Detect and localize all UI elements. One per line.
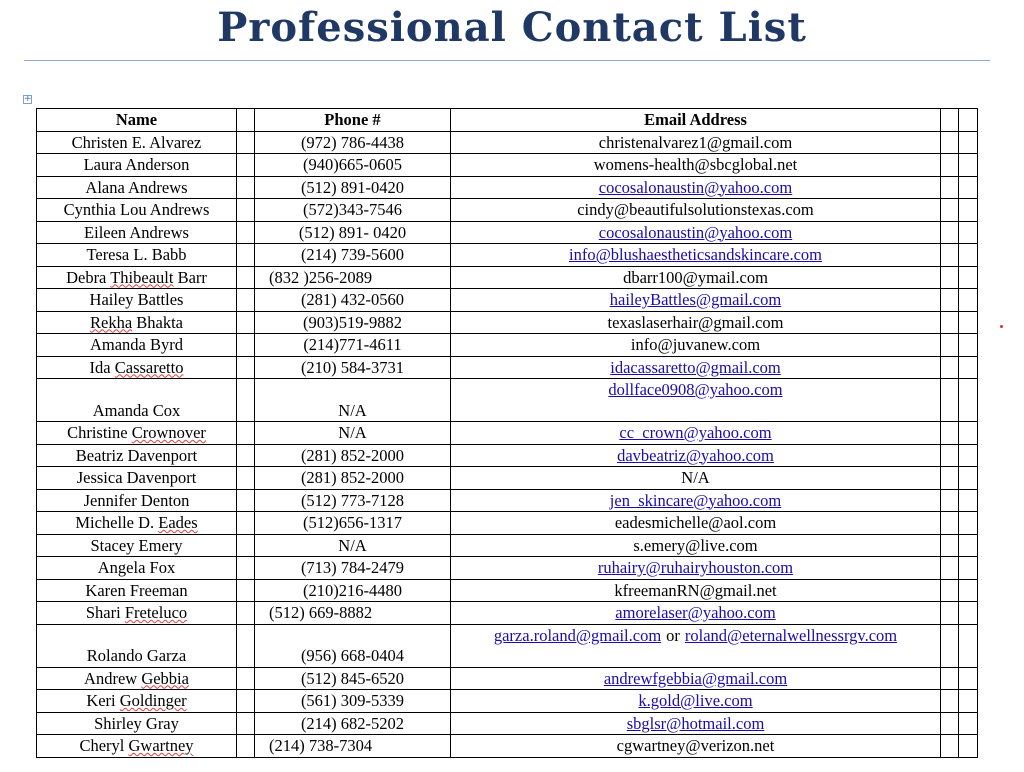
spacer-cell bbox=[237, 444, 255, 467]
email-text: christenalvarez1@gmail.com bbox=[598, 132, 793, 152]
contact-email[interactable] bbox=[451, 444, 941, 467]
extra-cell bbox=[941, 154, 959, 177]
extra-cell bbox=[941, 444, 959, 467]
email-text: eadesmichelle@aol.com bbox=[614, 513, 777, 532]
email-link[interactable]: andrewfgebbia@gmail.com bbox=[603, 668, 788, 688]
table-row bbox=[37, 154, 978, 177]
spacer-cell bbox=[237, 690, 255, 713]
email-text: N/A bbox=[681, 468, 710, 487]
spacer-cell bbox=[237, 667, 255, 690]
contact-email[interactable] bbox=[451, 244, 941, 267]
spacer-cell bbox=[237, 154, 255, 177]
spellcheck-word: Eades bbox=[158, 513, 198, 532]
contact-email[interactable] bbox=[451, 557, 941, 580]
extra-cell bbox=[959, 579, 978, 602]
email-link[interactable]: dollface0908@yahoo.com bbox=[608, 380, 783, 399]
spacer-cell bbox=[237, 221, 255, 244]
email-link[interactable]: ruhairy@ruhairyhouston.com bbox=[597, 558, 794, 577]
contact-name: Teresa L. Babb bbox=[37, 244, 237, 267]
contact-phone: (512)656-1317 bbox=[255, 512, 451, 535]
contact-name: Christine Crownover bbox=[37, 422, 237, 445]
contact-name: Karen Freeman bbox=[37, 579, 237, 602]
table-row bbox=[37, 602, 978, 625]
spacer-cell bbox=[237, 557, 255, 580]
contact-name: Cynthia Lou Andrews bbox=[37, 199, 237, 222]
contact-name: Beatriz Davenport bbox=[37, 444, 237, 467]
extra-cell bbox=[941, 176, 959, 199]
contact-name: Jennifer Denton bbox=[37, 489, 237, 512]
contact-email[interactable] bbox=[451, 489, 941, 512]
header-extra-2 bbox=[959, 109, 978, 132]
extra-cell bbox=[959, 624, 978, 667]
extra-cell bbox=[959, 334, 978, 357]
email-link[interactable]: cocosalonaustin@yahoo.com bbox=[598, 177, 793, 197]
extra-cell bbox=[959, 244, 978, 267]
contact-name: Christen E. Alvarez bbox=[37, 131, 237, 154]
extra-cell bbox=[959, 534, 978, 557]
spellcheck-word: Cassaretto bbox=[114, 357, 184, 377]
email-text: info@juvanew.com bbox=[630, 335, 761, 354]
contact-email bbox=[451, 579, 941, 602]
spellcheck-word: Freteluco bbox=[124, 603, 188, 622]
contact-name: Jessica Davenport bbox=[37, 467, 237, 490]
spacer-cell bbox=[237, 199, 255, 222]
contact-name: Stacey Emery bbox=[37, 534, 237, 557]
table-row bbox=[37, 356, 978, 379]
spacer-cell bbox=[237, 379, 255, 422]
email-link[interactable]: davbeatriz@yahoo.com bbox=[617, 445, 774, 465]
extra-cell bbox=[941, 244, 959, 267]
spacer-cell bbox=[237, 289, 255, 312]
contact-phone: (210) 584-3731 bbox=[255, 356, 451, 379]
email-link[interactable]: sbglsr@hotmail.com bbox=[626, 713, 765, 733]
contact-phone: (512) 669-8882 bbox=[255, 602, 451, 625]
email-link[interactable]: jen_skincare@yahoo.com bbox=[609, 490, 782, 510]
contact-email[interactable] bbox=[451, 624, 941, 667]
extra-cell bbox=[959, 311, 978, 334]
extra-cell bbox=[941, 690, 959, 713]
contact-phone: (512) 845-6520 bbox=[255, 667, 451, 690]
spacer-cell bbox=[237, 422, 255, 445]
contact-phone: (512) 891- 0420 bbox=[255, 221, 451, 244]
contact-email[interactable] bbox=[451, 712, 941, 735]
extra-cell bbox=[941, 422, 959, 445]
table-row bbox=[37, 690, 978, 713]
contact-name: Amanda Cox bbox=[37, 379, 237, 422]
email-text: womens-health@sbcglobal.net bbox=[593, 155, 798, 174]
spacer-cell bbox=[237, 602, 255, 625]
extra-cell bbox=[959, 221, 978, 244]
extra-cell bbox=[941, 602, 959, 625]
contact-email bbox=[451, 266, 941, 289]
contact-phone: (512) 773-7128 bbox=[255, 489, 451, 512]
table-row bbox=[37, 712, 978, 735]
extra-cell bbox=[959, 379, 978, 422]
spacer-cell bbox=[237, 624, 255, 667]
contact-phone: N/A bbox=[255, 422, 451, 445]
contact-phone: (512) 891-0420 bbox=[255, 176, 451, 199]
contact-phone: (940)665-0605 bbox=[255, 154, 451, 177]
contact-phone: (572)343-7546 bbox=[255, 199, 451, 222]
spacer-cell bbox=[237, 579, 255, 602]
contact-name: Ida Cassaretto bbox=[37, 356, 237, 379]
spacer-cell bbox=[237, 244, 255, 267]
table-row bbox=[37, 667, 978, 690]
extra-cell bbox=[959, 557, 978, 580]
table-row bbox=[37, 311, 978, 334]
contact-name: Cheryl Gwartney bbox=[37, 735, 237, 758]
spacer-cell bbox=[237, 489, 255, 512]
table-row bbox=[37, 289, 978, 312]
contact-email[interactable] bbox=[451, 602, 941, 625]
extra-cell bbox=[959, 154, 978, 177]
contact-phone: (214) 739-5600 bbox=[255, 244, 451, 267]
extra-cell bbox=[941, 334, 959, 357]
table-header-row bbox=[37, 109, 978, 132]
email-joiner: or bbox=[666, 625, 680, 645]
extra-cell bbox=[941, 735, 959, 758]
extra-cell bbox=[941, 712, 959, 735]
email-link[interactable]: cocosalonaustin@yahoo.com bbox=[598, 222, 793, 242]
email-link[interactable]: amorelaser@yahoo.com bbox=[615, 603, 776, 622]
header-email: Email Address bbox=[451, 109, 941, 132]
table-row bbox=[37, 199, 978, 222]
contact-name: Alana Andrews bbox=[37, 176, 237, 199]
extra-cell bbox=[941, 624, 959, 667]
extra-cell bbox=[959, 467, 978, 490]
spacer-cell bbox=[237, 311, 255, 334]
contact-phone: (281) 432-0560 bbox=[255, 289, 451, 312]
email-text: cindy@beautifulsolutionstexas.com bbox=[577, 200, 814, 219]
contact-email[interactable] bbox=[451, 176, 941, 199]
spacer-cell bbox=[237, 176, 255, 199]
extra-cell bbox=[959, 422, 978, 445]
contact-table bbox=[36, 108, 978, 758]
contact-email bbox=[451, 534, 941, 557]
extra-cell bbox=[959, 489, 978, 512]
contact-email[interactable] bbox=[451, 289, 941, 312]
table-row bbox=[37, 489, 978, 512]
extra-cell bbox=[941, 557, 959, 580]
table-row bbox=[37, 266, 978, 289]
extra-cell bbox=[941, 311, 959, 334]
contact-name: Rolando Garza bbox=[37, 624, 237, 667]
header-phone: Phone # bbox=[255, 109, 451, 132]
contact-phone: (214) 738-7304 bbox=[255, 735, 451, 758]
extra-cell bbox=[941, 667, 959, 690]
contact-email bbox=[451, 131, 941, 154]
email-link[interactable]: info@blushaestheticsandskincare.com bbox=[569, 245, 822, 264]
extra-cell bbox=[959, 356, 978, 379]
contact-email[interactable] bbox=[451, 356, 941, 379]
contact-email[interactable] bbox=[451, 690, 941, 713]
contact-name: Eileen Andrews bbox=[37, 221, 237, 244]
extra-cell bbox=[959, 667, 978, 690]
spacer-cell bbox=[237, 735, 255, 758]
contact-email bbox=[451, 467, 941, 490]
extra-cell bbox=[959, 444, 978, 467]
table-row bbox=[37, 444, 978, 467]
extra-cell bbox=[941, 221, 959, 244]
contact-phone: (832 )256-2089 bbox=[255, 266, 451, 289]
contact-name: Laura Anderson bbox=[37, 154, 237, 177]
email-text: texaslaserhair@gmail.com bbox=[607, 312, 784, 332]
extra-cell bbox=[959, 199, 978, 222]
extra-cell bbox=[941, 379, 959, 422]
page-title: Professional Contact List bbox=[217, 4, 807, 51]
contact-phone: (214)771-4611 bbox=[255, 334, 451, 357]
table-row bbox=[37, 512, 978, 535]
extra-cell bbox=[959, 176, 978, 199]
email-text: cgwartney@verizon.net bbox=[616, 736, 775, 755]
table-row bbox=[37, 221, 978, 244]
email-text: s.emery@live.com bbox=[633, 535, 758, 555]
spellcheck-word: Crownover bbox=[131, 423, 206, 442]
table-row bbox=[37, 557, 978, 580]
contact-phone: (972) 786-4438 bbox=[255, 131, 451, 154]
contact-email[interactable] bbox=[451, 221, 941, 244]
table-row bbox=[37, 579, 978, 602]
table-row bbox=[37, 422, 978, 445]
contact-phone: N/A bbox=[255, 534, 451, 557]
contact-name: Michelle D. Eades bbox=[37, 512, 237, 535]
email-link[interactable]: cc_crown@yahoo.com bbox=[619, 423, 772, 442]
email-link[interactable]: haileyBattles@gmail.com bbox=[609, 290, 782, 309]
contact-email bbox=[451, 334, 941, 357]
extra-cell bbox=[959, 512, 978, 535]
spacer-cell bbox=[237, 534, 255, 557]
header-name: Name bbox=[37, 109, 237, 132]
spellcheck-word: Rekha bbox=[89, 312, 133, 332]
extra-cell bbox=[941, 512, 959, 535]
spellcheck-word: Gwartney bbox=[128, 736, 194, 755]
contact-email bbox=[451, 735, 941, 758]
extra-cell bbox=[959, 735, 978, 758]
header-extra-1 bbox=[941, 109, 959, 132]
spellcheck-word: Gebbia bbox=[141, 668, 189, 688]
extra-cell bbox=[941, 534, 959, 557]
spacer-cell bbox=[237, 266, 255, 289]
header-spacer bbox=[237, 109, 255, 132]
spacer-cell bbox=[237, 334, 255, 357]
extra-cell bbox=[941, 131, 959, 154]
extra-cell bbox=[959, 712, 978, 735]
extra-cell bbox=[941, 199, 959, 222]
extra-cell bbox=[941, 579, 959, 602]
margin-mark bbox=[1000, 325, 1003, 328]
extra-cell bbox=[941, 266, 959, 289]
table-row bbox=[37, 334, 978, 357]
table-row bbox=[37, 176, 978, 199]
email-link[interactable]: idacassaretto@gmail.com bbox=[610, 357, 781, 377]
spacer-cell bbox=[237, 131, 255, 154]
contact-phone: (561) 309-5339 bbox=[255, 690, 451, 713]
contact-name: Keri Goldinger bbox=[37, 690, 237, 713]
table-row bbox=[37, 534, 978, 557]
contact-phone: (903)519-9882 bbox=[255, 311, 451, 334]
spellcheck-word: Thibeault bbox=[110, 267, 174, 287]
contact-phone: (713) 784-2479 bbox=[255, 557, 451, 580]
spacer-cell bbox=[237, 356, 255, 379]
table-row bbox=[37, 467, 978, 490]
extra-cell bbox=[941, 467, 959, 490]
contact-email bbox=[451, 311, 941, 334]
extra-cell bbox=[959, 602, 978, 625]
contact-phone: (214) 682-5202 bbox=[255, 712, 451, 735]
contact-name: Debra Thibeault Barr bbox=[37, 266, 237, 289]
email-link[interactable]: k.gold@live.com bbox=[638, 691, 753, 710]
contact-phone: (210)216-4480 bbox=[255, 579, 451, 602]
extra-cell bbox=[941, 489, 959, 512]
table-row bbox=[37, 735, 978, 758]
table-row bbox=[37, 131, 978, 154]
email-link[interactable]: roland@eternalwellnessrgv.com bbox=[684, 625, 898, 645]
contact-name: Andrew Gebbia bbox=[37, 667, 237, 690]
contact-name: Hailey Battles bbox=[37, 289, 237, 312]
contact-email bbox=[451, 199, 941, 222]
extra-cell bbox=[959, 289, 978, 312]
extra-cell bbox=[959, 690, 978, 713]
email-text: dbarr100@ymail.com bbox=[623, 267, 768, 287]
contact-email bbox=[451, 512, 941, 535]
extra-cell bbox=[959, 266, 978, 289]
email-text: kfreemanRN@gmail.net bbox=[614, 580, 777, 600]
spellcheck-word: Goldinger bbox=[119, 691, 187, 710]
spacer-cell bbox=[237, 512, 255, 535]
contact-phone: N/A bbox=[255, 379, 451, 422]
spacer-cell bbox=[237, 467, 255, 490]
contact-phone: (956) 668-0404 bbox=[255, 624, 451, 667]
table-row bbox=[37, 244, 978, 267]
contact-name: Rekha Bhakta bbox=[37, 311, 237, 334]
table-row bbox=[37, 624, 978, 667]
contact-email[interactable] bbox=[451, 667, 941, 690]
contact-name: Amanda Byrd bbox=[37, 334, 237, 357]
contact-phone: (281) 852-2000 bbox=[255, 444, 451, 467]
contact-email[interactable] bbox=[451, 379, 941, 422]
email-link[interactable]: garza.roland@gmail.com bbox=[493, 625, 662, 645]
table-move-handle-icon[interactable]: + bbox=[24, 94, 32, 104]
extra-cell bbox=[941, 356, 959, 379]
contact-phone: (281) 852-2000 bbox=[255, 467, 451, 490]
contact-email bbox=[451, 154, 941, 177]
contact-name: Shirley Gray bbox=[37, 712, 237, 735]
table-row bbox=[37, 379, 978, 422]
title-divider bbox=[24, 60, 990, 61]
contact-name: Shari Freteluco bbox=[37, 602, 237, 625]
extra-cell bbox=[959, 131, 978, 154]
contact-name: Angela Fox bbox=[37, 557, 237, 580]
contact-email[interactable] bbox=[451, 422, 941, 445]
extra-cell bbox=[941, 289, 959, 312]
spacer-cell bbox=[237, 712, 255, 735]
